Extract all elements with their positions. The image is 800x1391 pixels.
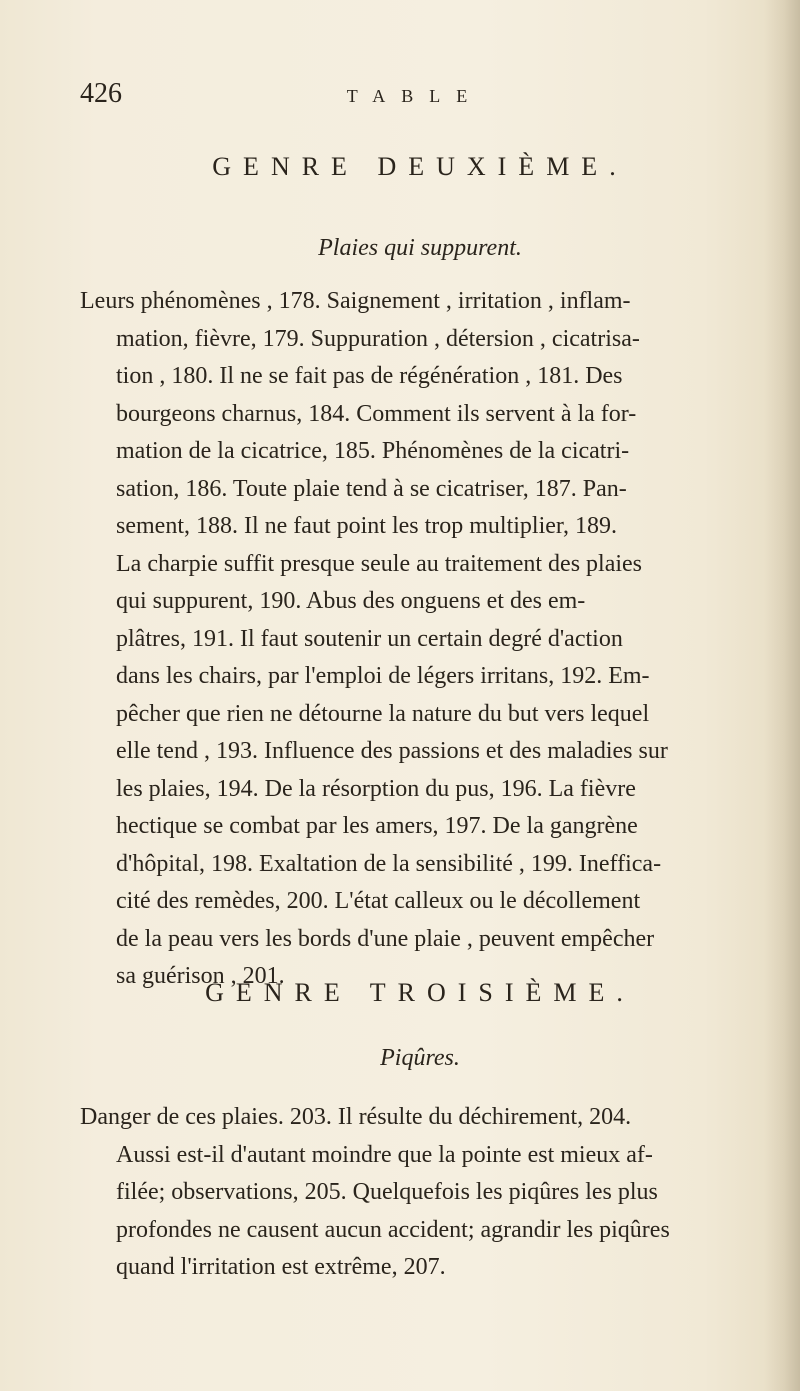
text-line: pêcher que rien ne détourne la nature du but vers lequel: [116, 700, 650, 727]
text-line: sement, 188. Il ne faut point les trop multiplier, 189.: [116, 513, 617, 539]
text-line: elle tend , 193. Influence des passions et des maladies sur: [116, 738, 668, 764]
section-body-genre-troisieme: [80, 1099, 770, 1287]
text-line: filée; observations, 205. Quelquefois les piqûres les plus: [116, 1179, 658, 1205]
page-number: 426: [80, 78, 122, 109]
running-head: TABLE: [346, 86, 484, 106]
text-line: bourgeons charnus, 184. Comment ils servent à la for-: [116, 400, 637, 427]
text-line: La charpie suffit presque seule au traitement des plaies: [116, 550, 643, 577]
section-heading-genre-deuxieme: GENRE DEUXIÈME.: [212, 152, 628, 181]
text-line: qui suppurent, 190. Abus des onguens et des em-: [116, 588, 586, 614]
text-line: dans les chairs, par l'emploi de légers irritans, 192. Em-: [116, 663, 650, 689]
text-line: quand l'irritation est extrême, 207.: [116, 1254, 446, 1280]
text-line: plâtres, 191. Il faut soutenir un certain degré d'action: [116, 625, 623, 652]
text-line: les plaies, 194. De la résorption du pus, 196. La fièvre: [116, 775, 636, 802]
text-line: tion , 180. Il ne se fait pas de régénération , 181. Des: [116, 363, 623, 389]
section-subtitle-piqures: Piqûres.: [380, 1045, 460, 1071]
text-line: mation de la cicatrice, 185. Phénomènes de la cicatri-: [116, 438, 630, 464]
text-line: Danger de ces plaies. 203. Il résulte du déchirement, 204.: [80, 1104, 632, 1130]
text-line: cité des remèdes, 200. L'état calleux ou le décollement: [116, 888, 641, 914]
text-line: hectique se combat par les amers, 197. De la gangrène: [116, 813, 638, 839]
section-heading-genre-troisieme: GENRE TROISIÈME.: [205, 978, 635, 1007]
text-line: d'hôpital, 198. Exaltation de la sensibilité , 199. Ineffica-: [116, 850, 662, 877]
text-line: sation, 186. Toute plaie tend à se cicatriser, 187. Pan-: [116, 475, 627, 502]
text-line: Leurs phénomènes , 178. Saignement , irritation , inflam-: [80, 288, 631, 314]
text-line: Aussi est-il d'autant moindre que la pointe est mieux af-: [116, 1141, 653, 1168]
text-line: de la peau vers les bords d'une plaie , peuvent empêcher: [116, 925, 655, 952]
text-line: profondes ne causent aucun accident; agrandir les piqûres: [116, 1216, 670, 1243]
section-subtitle-plaies: Plaies qui suppurent.: [318, 235, 522, 261]
section-body-genre-deuxieme: [80, 283, 770, 996]
text-line: mation, fièvre, 179. Suppuration , détersion , cicatrisa-: [116, 325, 640, 352]
text-line: sa guérison , 201.: [116, 963, 285, 989]
